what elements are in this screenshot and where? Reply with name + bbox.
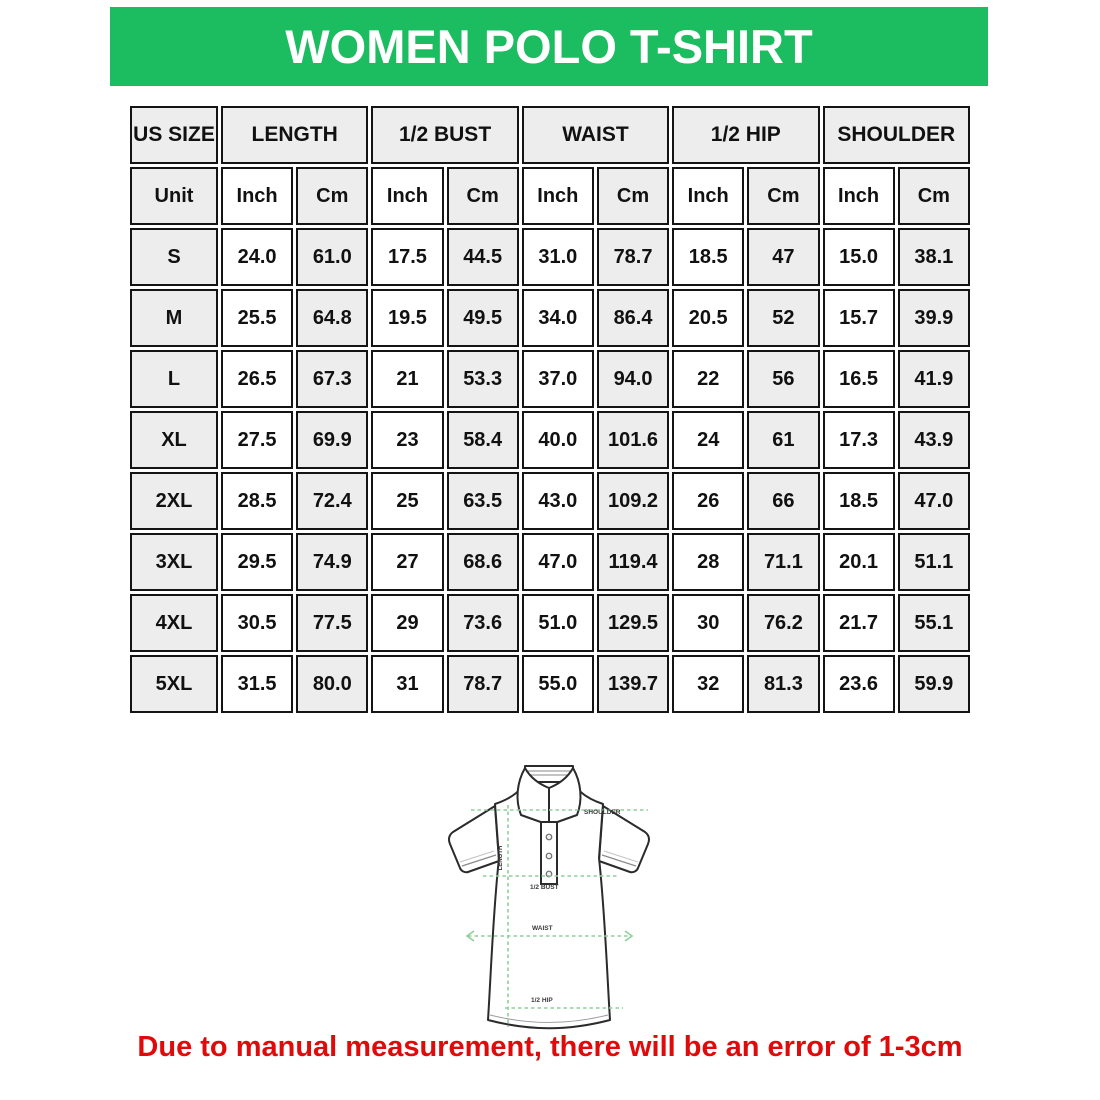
size-label-cell: 5XL [130, 655, 218, 713]
unit-header-cell: Inch [221, 167, 293, 225]
measurement-cell: 24.0 [221, 228, 293, 286]
measurement-cell: 20.1 [823, 533, 895, 591]
measurement-cell: 28.5 [221, 472, 293, 530]
measurement-cell: 56 [747, 350, 819, 408]
measurement-error-note: Due to manual measurement, there will be an error of 1-3cm [137, 1031, 963, 1063]
measurement-cell: 29.5 [221, 533, 293, 591]
measurement-cell: 40.0 [522, 411, 594, 469]
measurement-cell: 53.3 [447, 350, 519, 408]
button-icon [546, 834, 552, 840]
unit-header-cell: Cm [296, 167, 368, 225]
size-table [127, 103, 973, 716]
unit-header-cell: Unit [130, 167, 218, 225]
unit-header-cell: Cm [597, 167, 669, 225]
column-group-header: SHOULDER [823, 106, 971, 164]
measurement-cell: 25 [371, 472, 443, 530]
size-label-cell: 4XL [130, 594, 218, 652]
polo-left-sleeve [449, 806, 499, 872]
size-label-cell: L [130, 350, 218, 408]
measurement-cell: 44.5 [447, 228, 519, 286]
measurement-cell: 119.4 [597, 533, 669, 591]
bust-label: 1/2 BUST [530, 884, 559, 891]
measurement-cell: 22 [672, 350, 744, 408]
measurement-cell: 41.9 [898, 350, 970, 408]
measurement-cell: 67.3 [296, 350, 368, 408]
measurement-cell: 55.1 [898, 594, 970, 652]
measurement-cell: 47 [747, 228, 819, 286]
button-icon [546, 853, 552, 859]
measurement-cell: 73.6 [447, 594, 519, 652]
measurement-cell: 139.7 [597, 655, 669, 713]
measurement-cell: 47.0 [522, 533, 594, 591]
measurement-cell: 24 [672, 411, 744, 469]
measurement-cell: 26.5 [221, 350, 293, 408]
shoulder-label: SHOULDER [584, 809, 621, 816]
hip-label: 1/2 HIP [531, 997, 553, 1004]
measurement-cell: 78.7 [447, 655, 519, 713]
measurement-cell: 51.1 [898, 533, 970, 591]
title-banner [110, 7, 988, 86]
size-label-cell: M [130, 289, 218, 347]
measurement-cell: 26 [672, 472, 744, 530]
measurement-cell: 23 [371, 411, 443, 469]
page-title: WOMEN POLO T-SHIRT [285, 20, 813, 73]
measurement-cell: 78.7 [597, 228, 669, 286]
size-label-cell: 3XL [130, 533, 218, 591]
measurement-cell: 49.5 [447, 289, 519, 347]
unit-header-cell: Cm [447, 167, 519, 225]
table-row [130, 411, 970, 469]
measurement-cell: 39.9 [898, 289, 970, 347]
size-label-cell: XL [130, 411, 218, 469]
measurement-cell: 21 [371, 350, 443, 408]
measurement-cell: 81.3 [747, 655, 819, 713]
measurement-cell: 32 [672, 655, 744, 713]
measurement-cell: 17.5 [371, 228, 443, 286]
table-row [130, 533, 970, 591]
measurement-cell: 64.8 [296, 289, 368, 347]
unit-header-cell: Cm [747, 167, 819, 225]
measurement-cell: 18.5 [823, 472, 895, 530]
measurement-cell: 19.5 [371, 289, 443, 347]
table-row [130, 350, 970, 408]
polo-placket [541, 822, 557, 884]
measurement-cell: 47.0 [898, 472, 970, 530]
measurement-cell: 129.5 [597, 594, 669, 652]
table-row [130, 472, 970, 530]
measurement-cell: 28 [672, 533, 744, 591]
waist-label: WAIST [532, 925, 553, 932]
unit-header-cell: Inch [371, 167, 443, 225]
table-row [130, 289, 970, 347]
measurement-cell: 58.4 [447, 411, 519, 469]
size-table-wrap [127, 103, 973, 716]
polo-shirt-illustration [435, 758, 665, 1038]
measurement-cell: 31.0 [522, 228, 594, 286]
measurement-cell: 69.9 [296, 411, 368, 469]
unit-header-cell: Inch [823, 167, 895, 225]
measurement-cell: 94.0 [597, 350, 669, 408]
column-group-header: 1/2 HIP [672, 106, 819, 164]
table-row [130, 228, 970, 286]
measurement-cell: 66 [747, 472, 819, 530]
measurement-cell: 29 [371, 594, 443, 652]
measurement-cell: 109.2 [597, 472, 669, 530]
measurement-cell: 16.5 [823, 350, 895, 408]
unit-header-cell: Inch [672, 167, 744, 225]
unit-header-cell: Inch [522, 167, 594, 225]
measurement-cell: 52 [747, 289, 819, 347]
measurement-cell: 61.0 [296, 228, 368, 286]
measurement-cell: 37.0 [522, 350, 594, 408]
measurement-cell: 34.0 [522, 289, 594, 347]
measurement-cell: 71.1 [747, 533, 819, 591]
column-group-header: 1/2 BUST [371, 106, 518, 164]
measurement-cell: 80.0 [296, 655, 368, 713]
measurement-cell: 72.4 [296, 472, 368, 530]
polo-shirt-diagram [435, 758, 665, 1038]
measurement-cell: 27 [371, 533, 443, 591]
measurement-cell: 77.5 [296, 594, 368, 652]
measurement-cell: 17.3 [823, 411, 895, 469]
measurement-cell: 68.6 [447, 533, 519, 591]
measurement-cell: 86.4 [597, 289, 669, 347]
measurement-cell: 38.1 [898, 228, 970, 286]
measurement-cell: 30 [672, 594, 744, 652]
measurement-cell: 15.0 [823, 228, 895, 286]
measurement-cell: 43.9 [898, 411, 970, 469]
measurement-cell: 63.5 [447, 472, 519, 530]
measurement-cell: 31 [371, 655, 443, 713]
measurement-cell: 30.5 [221, 594, 293, 652]
measurement-cell: 18.5 [672, 228, 744, 286]
measurement-cell: 51.0 [522, 594, 594, 652]
measurement-cell: 20.5 [672, 289, 744, 347]
size-label-cell: S [130, 228, 218, 286]
measurement-cell: 15.7 [823, 289, 895, 347]
length-label: LENGTH [498, 845, 504, 871]
measurement-cell: 21.7 [823, 594, 895, 652]
measurement-cell: 74.9 [296, 533, 368, 591]
column-group-header: US SIZE [130, 106, 218, 164]
unit-header-cell: Cm [898, 167, 970, 225]
measurement-cell: 27.5 [221, 411, 293, 469]
measurement-cell: 55.0 [522, 655, 594, 713]
measurement-cell: 25.5 [221, 289, 293, 347]
polo-collar [518, 766, 581, 825]
measurement-cell: 59.9 [898, 655, 970, 713]
measurement-cell: 31.5 [221, 655, 293, 713]
measurement-cell: 61 [747, 411, 819, 469]
measurement-cell: 23.6 [823, 655, 895, 713]
column-group-header: WAIST [522, 106, 669, 164]
size-label-cell: 2XL [130, 472, 218, 530]
measurement-cell: 76.2 [747, 594, 819, 652]
column-group-header: LENGTH [221, 106, 368, 164]
table-row [130, 655, 970, 713]
measurement-cell: 101.6 [597, 411, 669, 469]
measurement-cell: 43.0 [522, 472, 594, 530]
table-row [130, 594, 970, 652]
